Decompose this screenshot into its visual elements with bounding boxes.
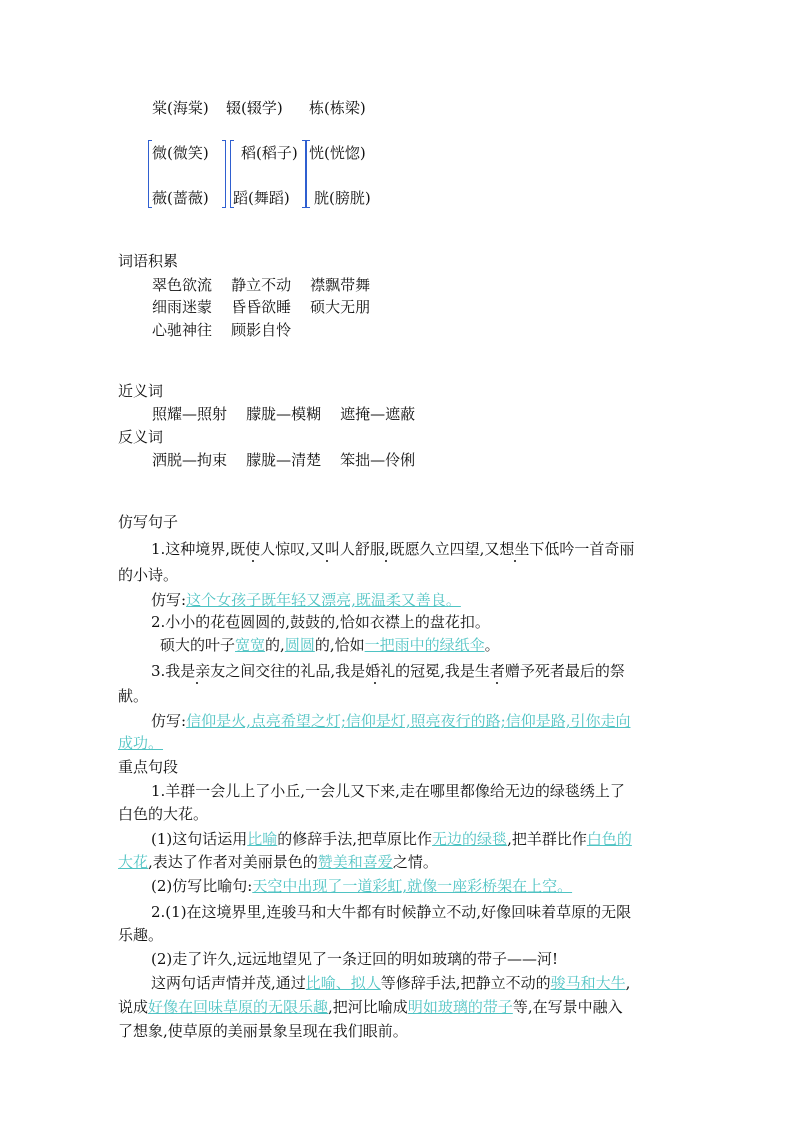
imitation-sentence-3: 3.我是亲友之间交往的礼品,我是婚礼的冠冕,我是生者赠予死者最后的祭 <box>151 662 625 680</box>
exp-end: , <box>625 974 631 992</box>
emphasis-dot <box>374 682 376 684</box>
imitation-sentence-2: 2.小小的花苞圆圆的,鼓鼓的,恰如衣襟上的盘花扣。 <box>151 613 490 631</box>
imitation-answer-1 <box>151 590 461 610</box>
vocab-line-2: 细雨迷蒙 昏昏欲睡 硕大无朋 <box>152 298 371 316</box>
char-daozi: 稻(稻子) <box>241 144 298 162</box>
char-chuoxue: 辍(辍学) <box>226 99 283 117</box>
key-question-1 <box>151 829 632 849</box>
key-passage-2: 2.(1)在这境界里,连骏马和大牛都有时候静立不动,好像回味着草原的无限 <box>151 903 632 921</box>
key-heading: 重点句段 <box>118 758 179 776</box>
emphasis-dot <box>496 682 498 684</box>
q-mid: ,把羊群比作 <box>507 830 587 848</box>
answer-text: 成功。 <box>118 734 164 752</box>
char-wudao: 蹈(舞蹈) <box>233 189 290 207</box>
vocab-line-3: 心驰神往 顾影自怜 <box>152 321 292 339</box>
bracket-right-1 <box>222 140 226 208</box>
synonym-line: 照耀—照射 朦胧—模糊 遮掩—遮蔽 <box>152 405 416 423</box>
imitation-heading: 仿写句子 <box>118 513 179 531</box>
answer-blank: 明如玻璃的带子 <box>407 998 513 1016</box>
char-pangguang: 胱(膀胱) <box>314 189 371 207</box>
exp-prefix: 这两句话声情并茂,通过 <box>151 974 306 992</box>
imitation-sentence-1: 1.这种境界,既使人惊叹,又叫人舒服,既愿久立四望,又想坐下低吟一首奇丽 <box>151 540 635 558</box>
emphasis-dot <box>196 682 198 684</box>
explanation-line-1 <box>151 973 630 993</box>
answer-blank: 比喻 <box>247 830 278 848</box>
char-qiangwei: 薇(蔷薇) <box>152 189 209 207</box>
antonym-line: 洒脱—拘束 朦胧—清楚 笨拙—伶俐 <box>152 451 416 469</box>
emphasis-dot <box>514 560 516 562</box>
exp-end: 等,在写景中融入 <box>512 998 623 1016</box>
q-mid: 的修辞手法,把草原比作 <box>277 830 433 848</box>
emphasis-dot <box>252 560 254 562</box>
vocab-line-1: 翠色欲流 静立不动 襟飘带舞 <box>152 276 371 294</box>
explanation-line-2 <box>118 997 623 1017</box>
char-dongliang: 栋(栋梁) <box>309 99 366 117</box>
char-haitang: 棠(海棠) <box>152 99 209 117</box>
explanation-line-3: 了想象,使草原的美丽景象呈现在我们眼前。 <box>118 1022 408 1040</box>
char-huanghu: 恍(恍惚) <box>309 144 366 162</box>
answer-blank: 大花 <box>118 853 149 871</box>
key-passage-2-cont: 乐趣。 <box>118 926 164 944</box>
answer-blank: 好像在回味草原的无限乐趣 <box>148 998 329 1016</box>
imitation-answer-3-cont <box>118 733 163 753</box>
vocab-heading: 词语积累 <box>118 252 179 270</box>
key-question-1-cont <box>118 852 438 872</box>
key-passage-2-part2: (2)走了许久,远远地望见了一条迂回的明如玻璃的带子——河! <box>151 950 559 968</box>
emphasis-dot <box>385 560 387 562</box>
answer-mid: 的, <box>265 636 285 654</box>
imitation-answer-3 <box>151 711 630 731</box>
answer-text: 天空中出现了一道彩虹,就像一座彩桥架在上空。 <box>252 877 573 895</box>
imitation-sentence-3-cont: 献。 <box>118 687 149 705</box>
answer-blank: 无边的绿毯 <box>432 830 508 848</box>
synonym-heading: 近义词 <box>118 382 164 400</box>
key-question-2 <box>151 876 572 896</box>
emphasis-dot <box>326 560 328 562</box>
exp-mid: 等修辞手法,把静立不动的 <box>380 974 551 992</box>
answer-label: 仿写: <box>151 591 187 609</box>
q-end: 之情。 <box>392 853 438 871</box>
q-prefix: (2)仿写比喻句: <box>151 877 253 895</box>
antonym-heading: 反义词 <box>118 428 164 446</box>
answer-blank: 比喻、拟人 <box>305 974 381 992</box>
answer-mid: 的,恰如 <box>314 636 365 654</box>
answer-prefix: 硕大的叶子 <box>160 636 236 654</box>
answer-text: 信仰是火,点亮希望之灯;信仰是灯,照亮夜行的路;信仰是路,引你走向 <box>186 712 631 730</box>
key-passage-1: 1.羊群一会儿上了小丘,一会儿又下来,走在哪里都像给无边的绿毯绣上了 <box>151 782 625 800</box>
answer-blank: 一把雨中的绿纸伞 <box>364 636 485 654</box>
answer-blank: 圆圆 <box>284 636 315 654</box>
exp-mid: ,把河比喻成 <box>328 998 408 1016</box>
answer-blank: 宽宽 <box>235 636 266 654</box>
q-prefix: (1)这句话运用 <box>151 830 248 848</box>
answer-blank: 骏马和大牛 <box>550 974 626 992</box>
exp-prefix: 说成 <box>118 998 149 1016</box>
answer-text: 这个女孩子既年轻又漂亮,既温柔又善良。 <box>186 591 461 609</box>
answer-blank: 白色的 <box>586 830 632 848</box>
answer-blank: 赞美和喜爱 <box>317 853 393 871</box>
char-weixiao: 微(微笑) <box>152 144 209 162</box>
imitation-sentence-1-cont: 的小诗。 <box>118 566 179 584</box>
key-passage-1-cont: 白色的大花。 <box>118 805 209 823</box>
imitation-answer-2 <box>160 635 500 655</box>
answer-end: 。 <box>484 636 500 654</box>
q-mid: ,表达了作者对美丽景色的 <box>148 853 318 871</box>
answer-label: 仿写: <box>151 712 187 730</box>
